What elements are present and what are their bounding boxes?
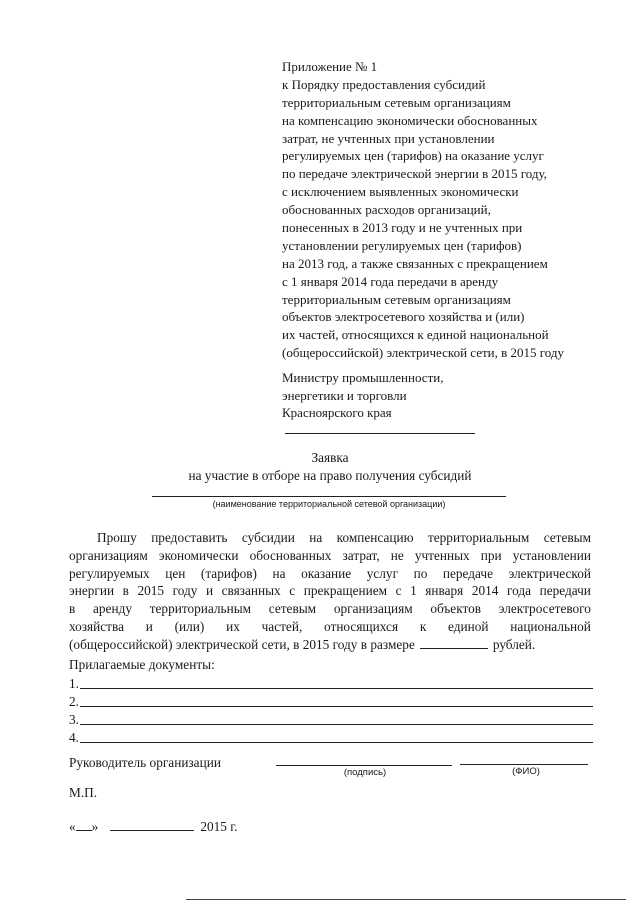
paragraph-word: энергии	[69, 583, 115, 599]
paragraph-word: обоснованных	[249, 547, 332, 563]
paragraph-word: сетевым	[543, 530, 591, 545]
stamp-place: М.П.	[69, 785, 98, 800]
paragraph-line	[69, 529, 591, 547]
document-subtitle: на участие в отборе на право получения субсидий	[188, 468, 472, 483]
paragraph-word: передачи	[539, 583, 591, 599]
appendix-line: регулируемых цен (тарифов) на оказание услуг	[282, 148, 544, 164]
paragraph-word: года	[506, 583, 532, 599]
paragraph-word: связанных	[221, 583, 281, 599]
addressee-line: Красноярского края	[282, 405, 392, 421]
paragraph-word: аренду	[93, 601, 132, 617]
paragraph-text: (общероссийской) электрической сети, в 2015 году в размере	[69, 636, 415, 652]
attachment-field[interactable]	[80, 724, 593, 725]
paragraph-word: в	[122, 583, 129, 599]
paragraph-word: 2015	[137, 583, 165, 599]
appendix-line: их частей, относящихся к единой национальной	[282, 327, 549, 343]
appendix-header	[282, 58, 632, 362]
page-edge-line	[186, 899, 626, 900]
paragraph-line	[69, 565, 591, 583]
paragraph-word: оказание	[301, 565, 352, 581]
appendix-line: с 1 января 2014 года передачи в аренду	[282, 273, 499, 289]
full-name-field[interactable]	[460, 764, 588, 765]
paragraph-word: Прошу	[97, 530, 137, 545]
appendix-line: территориальным сетевым организациям	[282, 291, 511, 307]
appendix-line: (общероссийской) электрической сети, в 2015 году	[282, 345, 564, 361]
document-title: Заявка	[311, 450, 349, 465]
attachments-label: Прилагаемые документы:	[69, 657, 215, 672]
date-line	[69, 818, 238, 836]
paragraph-word: территориальным	[427, 530, 530, 545]
attachment-number: 1.	[69, 676, 79, 691]
paragraph-word: по	[413, 565, 428, 581]
attachment-number: 2.	[69, 694, 79, 709]
paragraph-line	[69, 547, 591, 565]
signature-field[interactable]	[276, 765, 452, 766]
paragraph-word: сетевым	[268, 601, 317, 617]
attachment-field[interactable]	[80, 742, 593, 743]
close-quote: »	[91, 819, 99, 834]
attachment-row[interactable]	[69, 728, 593, 746]
paragraph-word: при	[480, 547, 502, 563]
attachment-field[interactable]	[80, 688, 593, 689]
attachment-number: 3.	[69, 712, 79, 727]
appendix-line: объектов электросетевого хозяйства и (или)	[282, 309, 525, 325]
paragraph-line	[69, 600, 591, 618]
paragraph-word: 2014	[471, 583, 499, 599]
request-paragraph	[69, 529, 591, 654]
appendix-line: на 2013 год, а также связанных с прекращением	[282, 255, 548, 271]
paragraph-word: передаче	[442, 565, 494, 581]
addressee	[282, 369, 443, 422]
paragraph-word: компенсацию	[336, 530, 414, 545]
appendix-line: по передаче электрической энергии в 2015 году,	[282, 166, 547, 182]
appendix-line: затрат, не учтенных при установлении	[282, 130, 495, 146]
signature-label: Руководитель организации	[69, 755, 221, 770]
full-name-hint: (ФИО)	[512, 766, 540, 777]
appendix-line: обоснованных расходов организаций,	[282, 202, 491, 218]
paragraph-word: прекращением	[303, 583, 388, 599]
paragraph-word: единой	[448, 618, 489, 634]
appendix-line: на компенсацию экономически обоснованных	[282, 112, 538, 128]
org-name-line[interactable]	[152, 496, 506, 497]
paragraph-word: учтенных	[414, 547, 470, 563]
appendix-line: с исключением выявленных экономически	[282, 184, 519, 200]
day-field[interactable]	[76, 818, 92, 831]
paragraph-word: предоставить	[151, 530, 228, 545]
paragraph-word: экономически	[158, 547, 239, 563]
attachment-number: 4.	[69, 730, 79, 745]
paragraph-word: установлении	[512, 547, 591, 563]
paragraph-word: и	[205, 583, 214, 599]
paragraph-word: (тарифов)	[200, 565, 257, 581]
paragraph-word: не	[390, 547, 404, 563]
appendix-line: понесенных в 2013 году и не учтенных при	[282, 220, 523, 236]
paragraph-word: электросетевого	[498, 601, 591, 617]
open-quote: «	[69, 819, 76, 834]
paragraph-word: (или)	[174, 618, 205, 634]
paragraph-word: организациям	[333, 601, 413, 617]
paragraph-word: относящихся	[324, 618, 399, 634]
addressee-line: энергетики и торговли	[282, 387, 407, 403]
attachment-row[interactable]	[69, 692, 593, 710]
paragraph-word: на	[272, 565, 286, 581]
signature-hint: (подпись)	[343, 767, 387, 778]
addressee-line: Министру промышленности,	[282, 370, 444, 385]
appendix-line: территориальным сетевым организациям	[282, 94, 511, 110]
currency-label: рублей.	[492, 636, 536, 652]
paragraph-word: января	[425, 583, 464, 599]
paragraph-word: цен	[165, 565, 186, 581]
paragraph-word: организациям	[69, 547, 148, 563]
paragraph-word: хозяйства	[69, 618, 124, 634]
paragraph-word: электрической	[508, 565, 591, 581]
paragraph-word: и	[145, 618, 153, 634]
sender-name-line[interactable]	[285, 433, 475, 434]
paragraph-word: субсидии	[241, 530, 295, 545]
attachment-row[interactable]	[69, 710, 593, 728]
paragraph-line	[69, 618, 591, 636]
attachment-row[interactable]	[69, 674, 593, 692]
paragraph-word: с	[395, 583, 402, 599]
paragraph-word: национальной	[510, 618, 591, 634]
paragraph-word: территориальным	[149, 601, 252, 617]
org-name-hint: (наименование территориальной сетевой организации)	[212, 499, 446, 509]
paragraph-word: к	[419, 618, 427, 634]
paragraph-word: регулируемых	[69, 565, 150, 581]
paragraph-word: услуг	[366, 565, 399, 581]
month-field[interactable]	[110, 818, 194, 831]
appendix-line: к Порядку предоставления субсидий	[282, 76, 486, 92]
paragraph-word: затрат,	[342, 547, 380, 563]
paragraph-word: их	[226, 618, 240, 634]
appendix-line: установлении регулируемых цен (тарифов)	[282, 237, 522, 253]
paragraph-word: году	[172, 583, 198, 599]
appendix-line: Приложение № 1	[282, 59, 378, 74]
paragraph-word: с	[289, 583, 296, 599]
paragraph-word: 1	[410, 583, 417, 599]
year-text: 2015 г.	[200, 819, 238, 834]
paragraph-line	[69, 582, 591, 600]
paragraph-word: объектов	[430, 601, 482, 617]
paragraph-word: частей,	[261, 618, 303, 634]
attachment-field[interactable]	[80, 706, 593, 707]
paragraph-word: на	[309, 530, 323, 545]
paragraph-line	[69, 636, 591, 654]
paragraph-word: в	[69, 601, 76, 617]
amount-field[interactable]	[420, 636, 488, 649]
